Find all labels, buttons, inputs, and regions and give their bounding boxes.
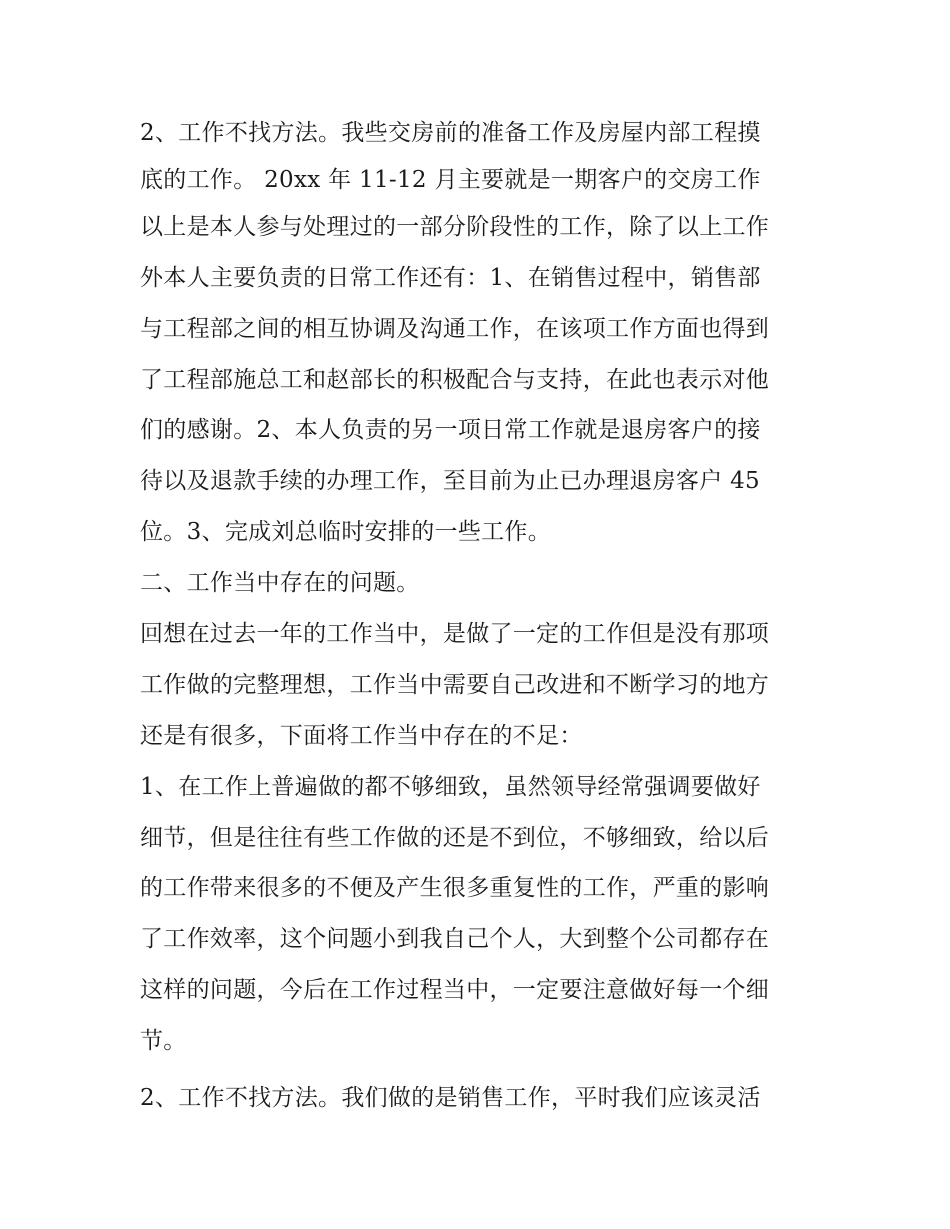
text-line: 这样的问题，今后在工作过程当中，一定要注意做好每一个细 bbox=[140, 977, 770, 1004]
text-line: 回想在过去一年的工作当中，是做了一定的工作但是没有那项 bbox=[140, 621, 770, 648]
text-line: 细节，但是往往有些工作做的还是不到位，不够细致，给以后 bbox=[140, 824, 770, 851]
text-line: 与工程部之间的相互协调及沟通工作，在该项工作方面也得到 bbox=[140, 315, 770, 342]
section-heading: 二、工作当中存在的问题。 bbox=[140, 570, 420, 597]
text-line: 节。 bbox=[140, 1028, 187, 1055]
text-line: 位。3、完成刘总临时安排的一些工作。 bbox=[140, 519, 552, 546]
text-line: 底的工作。 20xx 年 11-12 月主要就是一期客户的交房工作 bbox=[140, 166, 761, 193]
text-line: 外本人主要负责的日常工作还有：1、在销售过程中，销售部 bbox=[140, 264, 761, 291]
text-line: 1、在工作上普遍做的都不够细致，虽然领导经常强调要做好 bbox=[140, 773, 761, 800]
document-body bbox=[140, 108, 830, 1124]
text-line: 还是有很多，下面将工作当中存在的不足： bbox=[140, 722, 583, 749]
text-line: 待以及退款手续的办理工作，至目前为止已办理退房客户 45 bbox=[140, 468, 760, 495]
text-line: 工作做的完整理想，工作当中需要自己改进和不断学习的地方 bbox=[140, 671, 770, 698]
text-line: 的工作带来很多的不便及产生很多重复性的工作，严重的影响 bbox=[140, 875, 770, 902]
text-line: 以上是本人参与处理过的一部分阶段性的工作，除了以上工作 bbox=[140, 213, 770, 240]
text-line: 2、工作不找方法。我些交房前的准备工作及房屋内部工程摸 bbox=[140, 120, 761, 146]
text-line: 们的感谢。2、本人负责的另一项日常工作就是退房客户的接 bbox=[140, 417, 761, 444]
text-line: 2、工作不找方法。我们做的是销售工作，平时我们应该灵活 bbox=[140, 1085, 761, 1112]
text-line: 了工作效率，这个问题小到我自己个人，大到整个公司都存在 bbox=[140, 926, 770, 953]
text-line: 了工程部施总工和赵部长的积极配合与支持，在此也表示对他 bbox=[140, 366, 770, 393]
